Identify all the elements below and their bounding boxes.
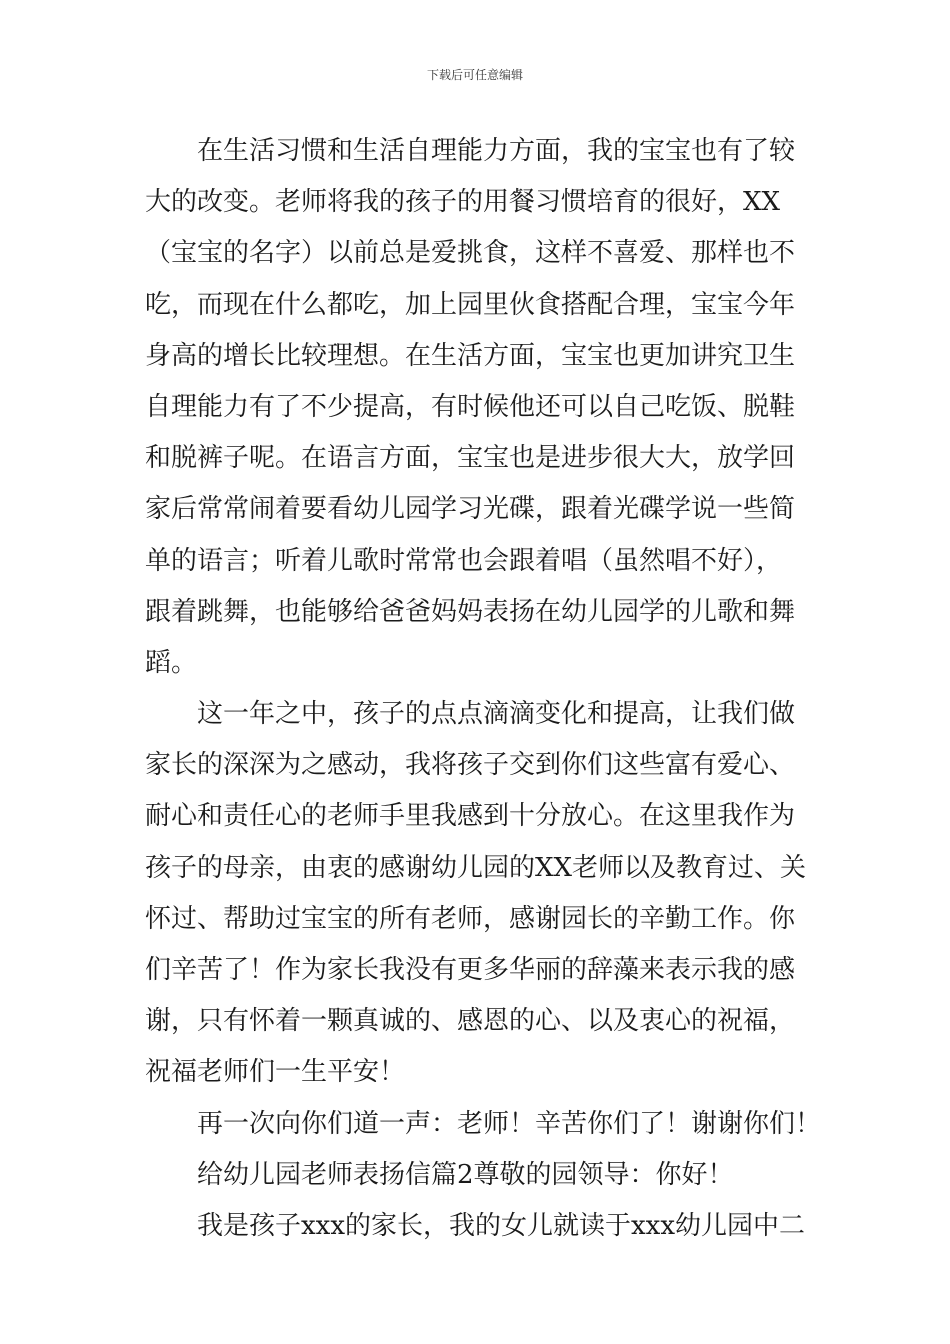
text-line: （宝宝的名字）以前总是爱挑食，这样不喜爱、那样也不 bbox=[145, 238, 796, 269]
text-line: 再一次向你们道一声：老师！辛苦你们了！谢谢你们！ bbox=[197, 1108, 822, 1139]
text-line: 怀过、帮助过宝宝的所有老师，感谢园长的辛勤工作。你 bbox=[145, 903, 796, 934]
text-line: 身高的增长比较理想。在生活方面，宝宝也更加讲究卫生 bbox=[145, 340, 796, 371]
text-line: 跟着跳舞，也能够给爸爸妈妈表扬在幼儿园学的儿歌和舞 bbox=[145, 596, 796, 627]
document-body bbox=[145, 126, 822, 1252]
text-line: 谢，只有怀着一颗真诚的、感恩的心、以及衷心的祝福， bbox=[145, 1006, 796, 1037]
text-line: 吃，而现在什么都吃，加上园里伙食搭配合理，宝宝今年 bbox=[145, 289, 796, 320]
text-line: 和脱裤子呢。在语言方面，宝宝也是进步很大大，放学回 bbox=[145, 443, 796, 474]
text-line: 这一年之中，孩子的点点滴滴变化和提高，让我们做 bbox=[197, 699, 796, 730]
text-line: 我是孩子xxx的家长，我的女儿就读于xxx幼儿园中二 bbox=[197, 1210, 805, 1241]
text-line: 家长的深深为之感动，我将孩子交到你们这些富有爱心、 bbox=[145, 750, 796, 781]
text-line: 在生活习惯和生活自理能力方面，我的宝宝也有了较 bbox=[197, 136, 796, 166]
text-line: 给幼儿园老师表扬信篇2尊敬的园领导：你好！ bbox=[197, 1159, 734, 1190]
header-note: 下载后可任意编辑 bbox=[426, 68, 523, 82]
text-line: 孩子的母亲，由衷的感谢幼儿园的XX老师以及教育过、关 bbox=[145, 852, 807, 883]
text-line: 祝福老师们一生平安！ bbox=[145, 1057, 406, 1088]
text-line: 大的改变。老师将我的孩子的用餐习惯培育的很好，XX bbox=[145, 187, 781, 218]
text-line: 家后常常闹着要看幼儿园学习光碟，跟着光碟学说一些简 bbox=[145, 494, 796, 525]
text-line: 单的语言；听着儿歌时常常也会跟着唱（虽然唱不好）， bbox=[145, 545, 783, 576]
text-line: 们辛苦了！作为家长我没有更多华丽的辞藻来表示我的感 bbox=[145, 955, 796, 985]
text-line: 自理能力有了不少提高，有时候他还可以自己吃饭、脱鞋 bbox=[145, 391, 796, 422]
text-line: 耐心和责任心的老师手里我感到十分放心。在这里我作为 bbox=[145, 801, 796, 832]
text-line: 蹈。 bbox=[145, 647, 198, 678]
